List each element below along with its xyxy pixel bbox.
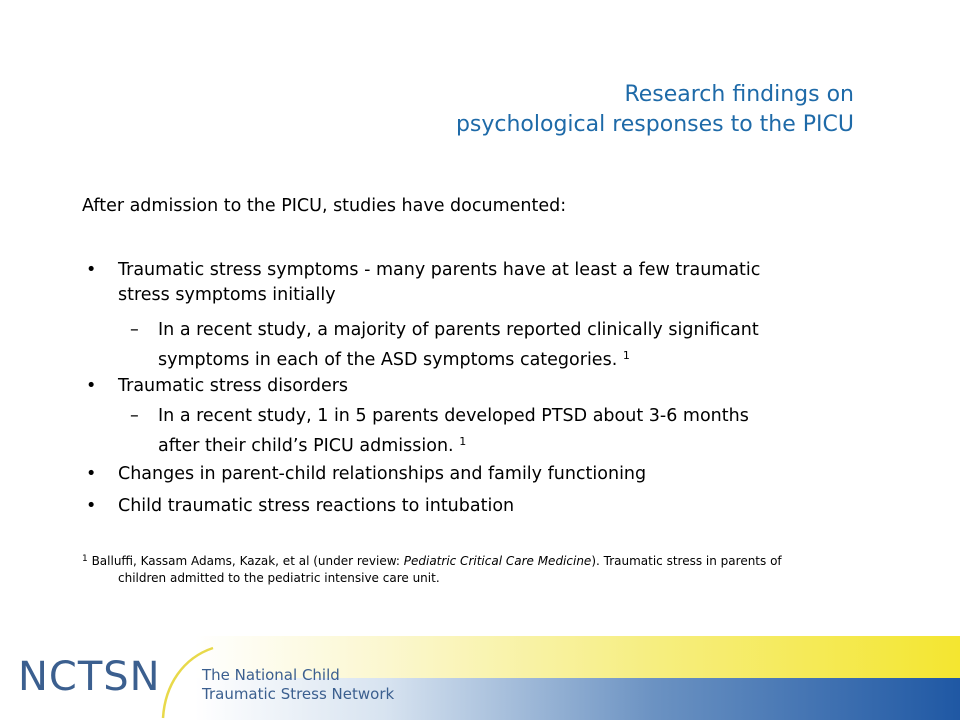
logo-name-line-2: Traumatic Stress Network xyxy=(202,685,395,703)
logo-name xyxy=(202,666,394,704)
sub-bullet-text: symptoms in each of the ASD symptoms categories. xyxy=(158,350,618,370)
bullet-icon: • xyxy=(86,260,97,280)
logo-name-line-1: The National Child xyxy=(202,666,340,684)
reference-marker: 1 xyxy=(622,349,630,362)
footnote-text: children admitted to the pediatric intensive care unit. xyxy=(118,571,440,585)
bullet-icon: • xyxy=(86,376,97,396)
intro-text: After admission to the PICU, studies have documented: xyxy=(82,196,567,216)
sub-bullet-text: In a recent study, a majority of parents reported clinically significant xyxy=(158,320,759,340)
footnote xyxy=(82,551,902,587)
bullet-text: Traumatic stress disorders xyxy=(118,376,349,396)
footnote-text: ). Traumatic stress in parents of xyxy=(591,554,782,568)
sub-bullet-text: after their child’s PICU admission. xyxy=(158,436,454,456)
footnote-marker: 1 xyxy=(82,554,88,564)
sub-bullet-text: In a recent study, 1 in 5 parents developed PTSD about 3-6 months xyxy=(158,406,749,426)
bullet-icon: • xyxy=(86,464,97,484)
footnote-journal: Pediatric Critical Care Medicine xyxy=(403,554,592,568)
slide-title xyxy=(456,80,854,140)
bullet-icon: • xyxy=(86,496,97,516)
title-line-2: psychological responses to the PICU xyxy=(455,112,854,137)
dash-icon: – xyxy=(130,406,139,426)
footnote-text: Balluffi, Kassam Adams, Kazak, et al (under review: xyxy=(91,554,404,568)
reference-marker: 1 xyxy=(459,435,467,448)
bullet-text: Traumatic stress symptoms - many parents have at least a few traumatic xyxy=(118,260,761,280)
bullet-text: Child traumatic stress reactions to intubation xyxy=(118,496,515,516)
title-line-1: Research findings on xyxy=(624,82,854,107)
dash-icon: – xyxy=(130,320,139,340)
logo-acronym: NCTSN xyxy=(18,654,161,700)
bullet-text: Changes in parent-child relationships and family functioning xyxy=(118,464,647,484)
bullet-text: stress symptoms initially xyxy=(118,285,336,305)
